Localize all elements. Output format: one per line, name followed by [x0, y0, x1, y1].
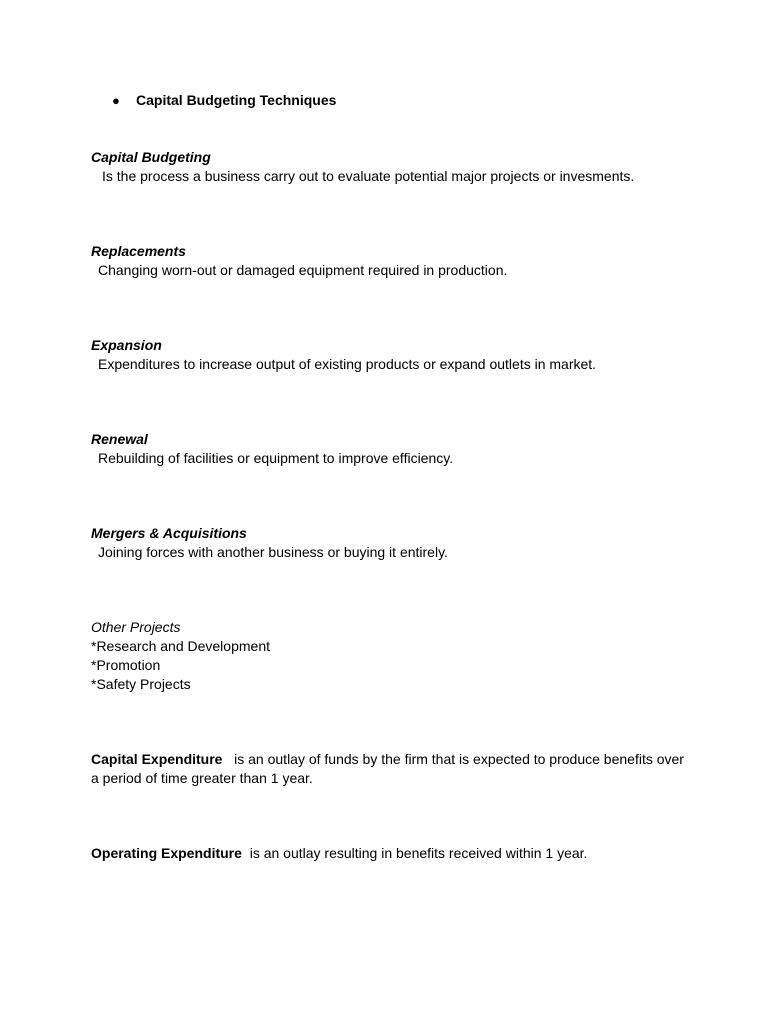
definition-replacements: Changing worn-out or damaged equipment required in production. [98, 262, 508, 278]
operating-expenditure-paragraph [91, 844, 587, 863]
term-capital-expenditure: Capital Expenditure [91, 751, 223, 767]
term-operating-expenditure: Operating Expenditure [91, 845, 242, 861]
bullet-icon: ● [112, 93, 120, 108]
definition-operating-expenditure: is an outlay resulting in benefits received within 1 year. [249, 845, 588, 861]
heading-bullet-item [112, 91, 336, 110]
other-projects-title: Other Projects [91, 619, 181, 635]
other-projects-item: *Research and Development [91, 638, 270, 654]
term-mergers-acquisitions: Mergers & Acquisitions [91, 525, 247, 541]
definition-renewal: Rebuilding of facilities or equipment to improve efficiency. [98, 450, 454, 466]
other-projects-item: *Promotion [91, 657, 161, 673]
term-replacements: Replacements [91, 243, 186, 259]
definition-expansion: Expenditures to increase output of existing products or expand outlets in market. [98, 356, 597, 372]
term-renewal: Renewal [91, 431, 148, 447]
term-expansion: Expansion [91, 337, 162, 353]
other-projects-item: *Safety Projects [91, 676, 191, 692]
capital-expenditure-paragraph [91, 750, 691, 788]
definition-mergers-acquisitions: Joining forces with another business or buying it entirely. [98, 544, 448, 560]
definition-capital-budgeting: Is the process a business carry out to evaluate potential major projects or invesments. [102, 168, 635, 184]
definition-capital-expenditure: is an outlay of funds by the firm that is expected to produce benefits over a period of time greater than 1 year. [91, 751, 684, 786]
term-capital-budgeting: Capital Budgeting [91, 149, 211, 165]
page-title: Capital Budgeting Techniques [136, 92, 337, 108]
